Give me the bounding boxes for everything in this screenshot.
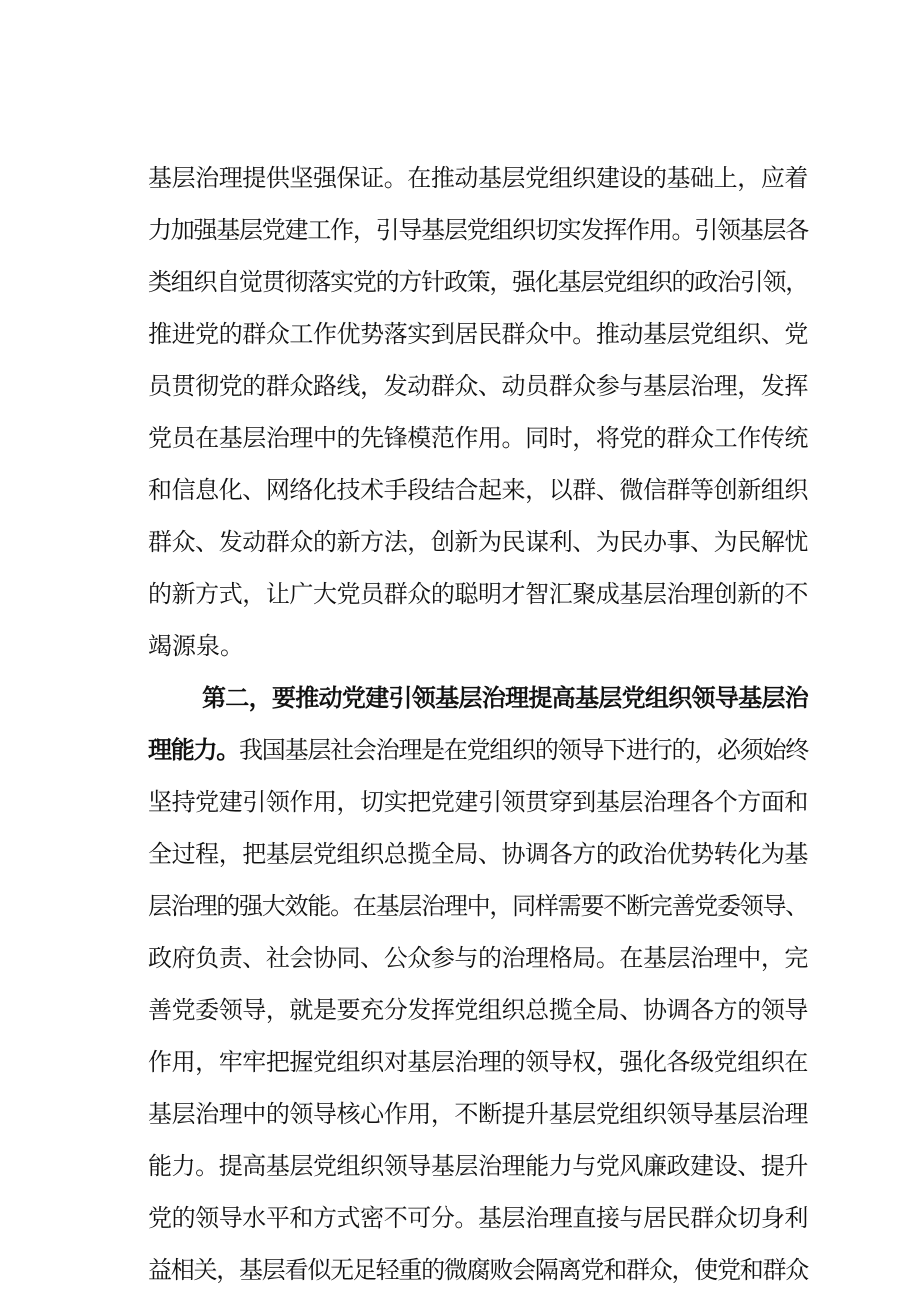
text-line: 和信息化、网络化技术手段结合起来，以群、微信群等创新组织 <box>148 476 808 504</box>
text-line: 类组织自觉贯彻落实党的方针政策，强化基层党组织的政治引领， <box>148 268 809 296</box>
text-line: 坚持党建引领作用，切实把党建引领贯穿到基层治理各个方面和 <box>148 788 808 816</box>
text-line: 全过程，把基层党组织总揽全局、协调各方的政治优势转化为基 <box>148 840 808 868</box>
text-line: 能力。提高基层党组织领导基层治理能力与党风廉政建设、提升 <box>148 1152 808 1180</box>
text-line: 政府负责、社会协同、公众参与的治理格局。在基层治理中，完 <box>148 944 808 972</box>
text-line: 党员在基层治理中的先锋模范作用。同时，将党的群众工作传统 <box>148 424 808 452</box>
text-line: 作用，牢牢把握党组织对基层治理的领导权，强化各级党组织在 <box>148 1048 808 1076</box>
text-line: 推进党的群众工作优势落实到居民群众中。推动基层党组织、党 <box>148 320 808 348</box>
text-line: 的新方式，让广大党员群众的聪明才智汇聚成基层治理创新的不 <box>148 580 808 608</box>
body-text <box>148 152 808 1296</box>
section-heading: 第二，要推动党建引领基层治理提高基层党组织领导基层治 <box>202 683 809 712</box>
text-line: 益相关，基层看似无足轻重的微腐败会隔离党和群众，使党和群众 <box>148 1256 809 1284</box>
text-line: 竭源泉。 <box>148 632 244 660</box>
text-line: 力加强基层党建工作，引导基层党组织切实发挥作用。引领基层各 <box>148 216 809 244</box>
text-line: 党的领导水平和方式密不可分。基层治理直接与居民群众切身利 <box>148 1204 808 1232</box>
paragraph-2 <box>148 672 808 1296</box>
text-line: 员贯彻党的群众路线，发动群众、动员群众参与基层治理，发挥 <box>148 372 808 400</box>
text-line: 群众、发动群众的新方法，创新为民谋利、为民办事、为民解忧 <box>148 528 808 556</box>
text-line <box>148 724 808 776</box>
text-line: 善党委领导，就是要充分发挥党组织总揽全局、协调各方的领导 <box>148 996 808 1024</box>
text-line-rest: 我国基层社会治理是在党组织的领导下进行的，必须始终 <box>239 736 809 764</box>
paragraph-1 <box>148 152 808 672</box>
text-line: 基层治理中的领导核心作用，不断提升基层党组织领导基层治理 <box>148 1100 808 1128</box>
text-line: 基层治理提供坚强保证。在推动基层党组织建设的基础上，应着 <box>148 164 808 192</box>
section-heading-end: 理能力。 <box>148 735 240 764</box>
text-line: 层治理的强大效能。在基层治理中，同样需要不断完善党委领导、 <box>148 892 809 920</box>
